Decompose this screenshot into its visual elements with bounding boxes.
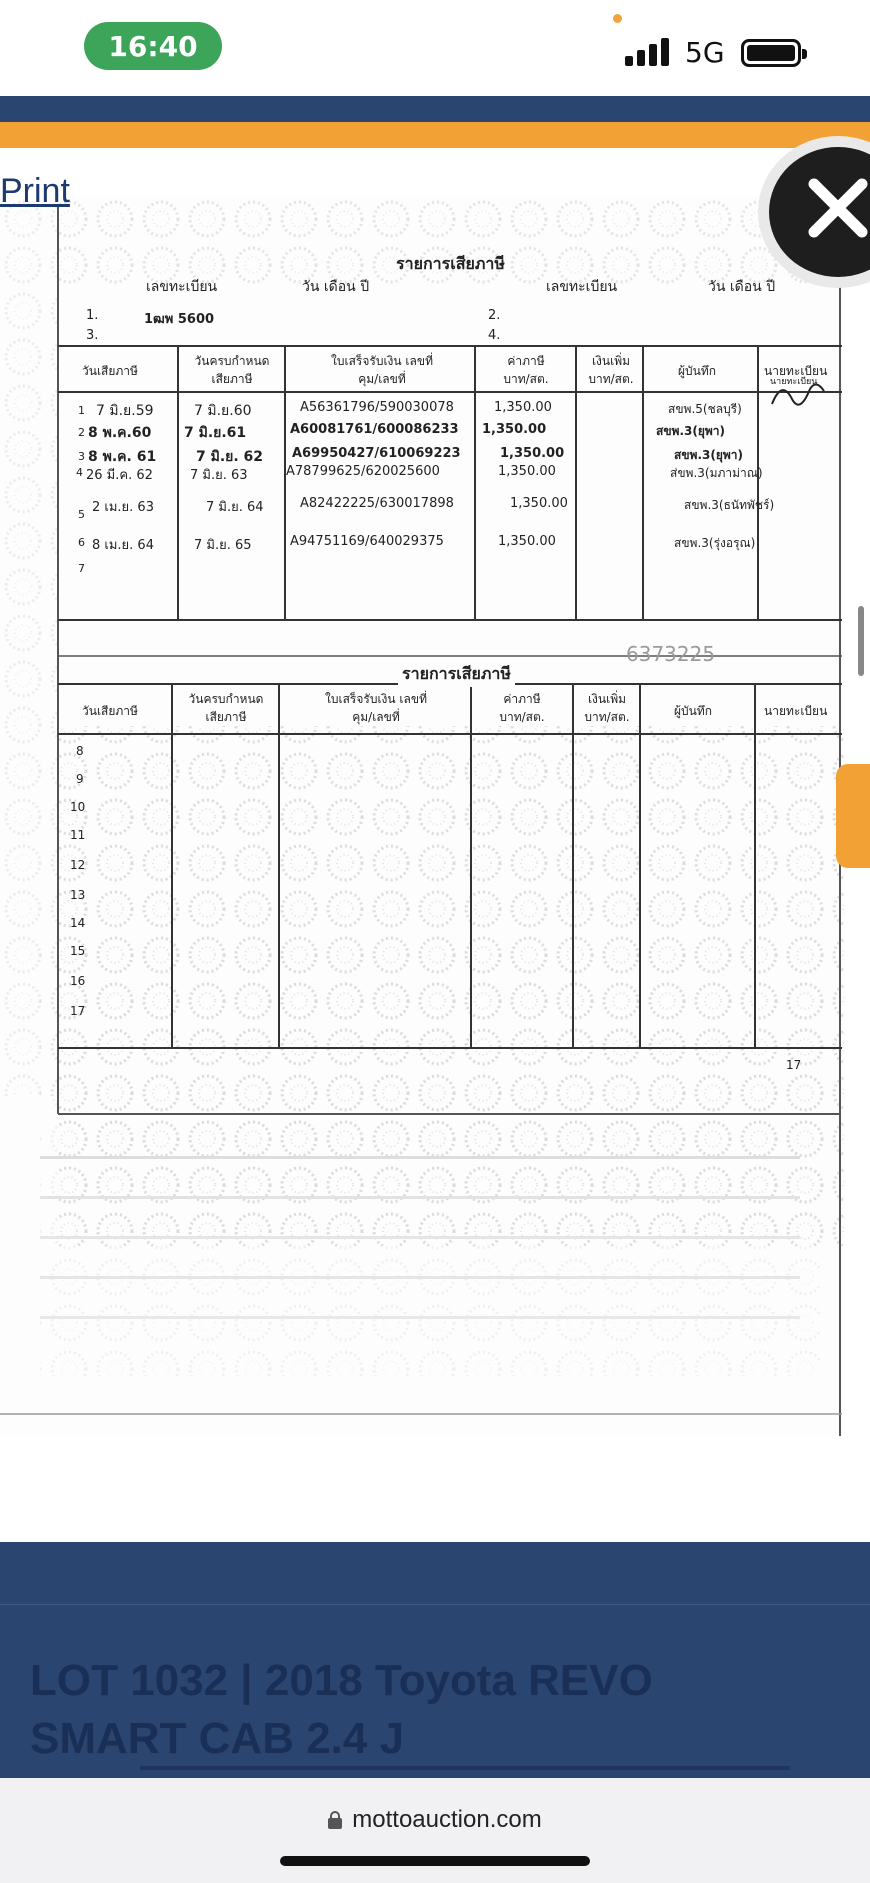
col-header: ใบเสร็จรับเงิน เลขที่คุม/เลขที่ (325, 692, 427, 724)
home-indicator[interactable] (280, 1856, 590, 1866)
url-text[interactable]: mottoauction.com (352, 1806, 542, 1833)
date-header-right: วัน เดือน ปี (708, 279, 776, 295)
col-header: ค่าภาษี บาท/สต. (503, 354, 549, 386)
document-scan: รายการเสียภาษี เลขทะเบียน วัน เดือน ปี เลขทะเบียน วัน เดือน ปี 1. 1ฒพ 5600 3. 2. 4. วันเสียภาษี วันครบกำหนด เสียภาษี ใบเสร็จรับเงิน เลขที่คุม/เลขที่ ค่าภาษี บาท/สต. เงินเพิ่ม บาท/สต. ผู้บันทึก นายทะเบียน 1 7 มิ.ย.59 7 มิ.ย.60 A56361796/590030078 1,350.00 สขพ.5(ชลบุรี) 2 8 พ.ค.60 7 มิ.ย.61 A60081761/600086233 1,350.00 สขพ.3(ยุพา) 3 8 พ.ค. 61 7 มิ.ย. 62 A69950427/610069223 1,350.00 สขพ.3(ยุพา) 4 26 มี.ค. 62 7 มิ.ย. 63 A78799625/620025600 1,350.00 ส่ขพ.3(มภาม่าณ) 5 2 เม.ย. 63 7 มิ.ย. 64 A82422225/630017898 1,350.00 สขพ.3(ธนัทพัชร์) 6 8 เม.ย. 64 7 มิ.ย. 65 A94751169/640029375 1,350.00 สขพ.3(รุ่งอรุณ) 7 นายทะเบียน 6373225 รายการเสียภาษี วันเสียภาษี วันครบกำหนด เสียภาษี ใบเสร็จรับเงิน เลขที่คุม/เลขที่ ค่าภาษี บาท/สต. เงินเพิ่ม บาท/สต. ผู้บันทึก นายทะเบียน 8 9 10 11 12 13 14 15 16 17 17 (0, 196, 845, 1436)
lock-icon (328, 1811, 342, 1829)
col-header: นายทะเบียน (764, 704, 828, 718)
col-header: ค่าภาษี บาท/สต. (499, 692, 545, 724)
document-title-bottom: รายการเสียภาษี (398, 662, 515, 687)
site-header-bar (0, 96, 870, 122)
col-header: วันเสียภาษี (82, 704, 138, 718)
row-number: 14 (70, 916, 86, 930)
battery-icon (741, 39, 801, 67)
reg-row-no: 2. (488, 308, 501, 323)
scrollbar[interactable] (858, 606, 864, 676)
footer-bar (0, 1542, 870, 1604)
col-header: เงินเพิ่ม บาท/สต. (584, 692, 630, 724)
row-number: 17 (70, 1004, 86, 1018)
col-header: นายทะเบียน (764, 364, 828, 378)
row-number: 11 (70, 828, 86, 842)
col-header: ผู้บันทึก (674, 704, 713, 718)
side-feedback-tab[interactable] (836, 764, 870, 868)
reg-row-no: 1. (86, 308, 99, 323)
reg-header-left: เลขทะเบียน (146, 279, 218, 295)
page-number: 17 (786, 1058, 802, 1072)
lot-title[interactable]: LOT 1032 | 2018 Toyota REVO SMART CAB 2.4 J (30, 1656, 653, 1763)
document-title-top: รายการเสียภาษี (396, 254, 505, 273)
registrar-note: นายทะเบียน (770, 377, 818, 387)
row-number: 15 (70, 944, 86, 958)
print-link[interactable]: Print (0, 172, 70, 210)
col-header: เงินเพิ่ม บาท/สต. (588, 354, 634, 386)
date-header-left: วัน เดือน ปี (302, 279, 370, 295)
col-header: ผู้บันทึก (678, 364, 717, 378)
reg-row-no: 3. (86, 328, 99, 343)
col-header: วันครบกำหนด เสียภาษี (194, 354, 270, 386)
row-number: 13 (70, 888, 86, 902)
status-time[interactable]: 16:40 (84, 22, 222, 70)
stamp-number: 6373225 (626, 642, 716, 666)
reg-row-value: 1ฒพ 5600 (144, 312, 215, 327)
reg-row-no: 4. (488, 328, 501, 343)
address-bar[interactable] (0, 1802, 870, 1838)
row-number: 8 (76, 744, 84, 758)
reg-header-right: เลขทะเบียน (546, 279, 618, 295)
col-header: วันเสียภาษี (82, 364, 138, 378)
row-number: 16 (70, 974, 86, 988)
lot-title-underline (140, 1766, 790, 1770)
row-number: 12 (70, 858, 86, 872)
signal-icon (625, 36, 673, 66)
privacy-indicator-icon (613, 14, 622, 23)
col-header: วันครบกำหนด เสียภาษี (188, 692, 264, 724)
col-header: ใบเสร็จรับเงิน เลขที่คุม/เลขที่ (331, 354, 433, 386)
close-icon (800, 170, 870, 246)
row-number: 9 (76, 772, 84, 786)
network-type: 5G (685, 36, 725, 69)
status-bar (0, 0, 870, 96)
row-number: 10 (70, 800, 86, 814)
site-header-accent (0, 122, 870, 148)
